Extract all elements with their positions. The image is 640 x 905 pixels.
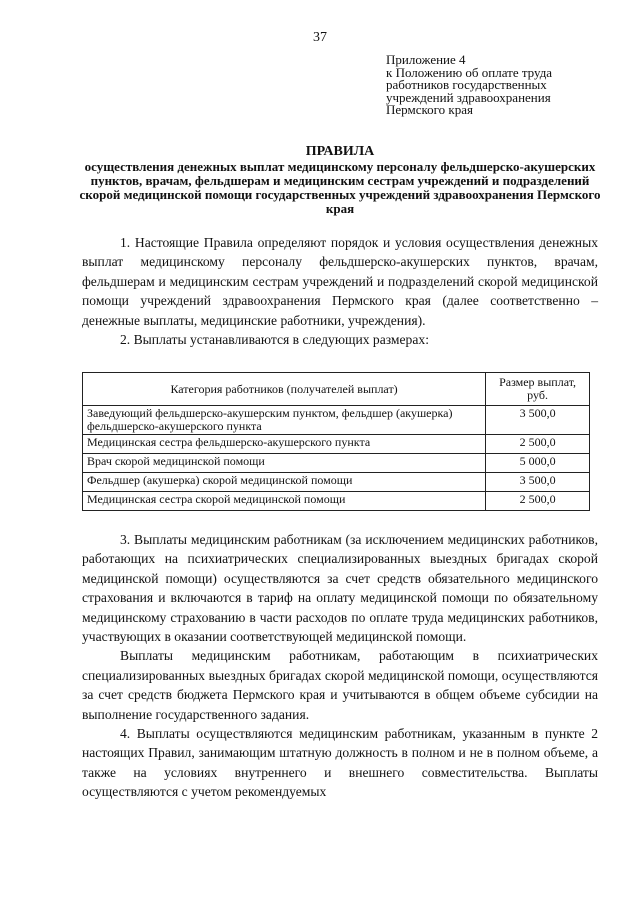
row-amount: 2 500,0 — [486, 492, 590, 511]
paragraph-3: 3. Выплаты медицинским работникам (за исключением медицинских работников, работающих на психиатрических специализированных выездных бригадах скорой медицинской помощи) осуществляются за счет средств обязательного медицинского страхования и включаются в тариф на оплату медицинской помощи по обязательному медицинскому страхованию в части расходов по оплате труда медицинских работников, участвующих в оказании соответствующей медицинской помощи. — [82, 532, 598, 645]
page-number: 37 — [313, 30, 327, 45]
header-amount: Размер выплат, руб. — [486, 373, 590, 406]
payments-table — [82, 372, 590, 511]
document-title — [70, 144, 610, 216]
row-category: Врач скорой медицинской помощи — [83, 454, 486, 473]
table-row — [83, 454, 590, 473]
appendix-line: работников государственных — [386, 77, 547, 92]
paragraph-1: 1. Настоящие Правила определяют порядок и условия осуществления денежных выплат медицинскому персоналу фельдшерско-акушерских пунктов, врачам, фельдшерам и медицинским сестрам учреждений и подразделений скорой медицинской помощи учреждений здравоохранения Пермского края (далее соответственно – денежные выплаты, медицинские работники, учреждения). — [82, 235, 598, 328]
table-row — [83, 406, 590, 435]
rules-intro — [82, 233, 598, 349]
rules-continued — [82, 530, 598, 802]
paragraph-3-continued: Выплаты медицинским работникам, работающим в психиатрических специализированных выездных бригадах скорой медицинской помощи, осуществляются за счет средств бюджета Пермского края и учитываются в общем объеме субсидии на выполнение государственного задания. — [82, 648, 598, 722]
appendix-line: Пермского края — [386, 102, 473, 117]
appendix-line: Приложение 4 — [386, 52, 466, 67]
table-row — [83, 492, 590, 511]
title-main: ПРАВИЛА — [305, 144, 375, 159]
row-category: Медицинская сестра фельдшерско-акушерского пункта — [83, 435, 486, 454]
title-subtitle: осуществления денежных выплат медицинскому персоналу фельдшерско-акушерских пунктов, врачам, фельдшерам и медицинским сестрам учреждений и подразделений скорой медицинской помощи государственных учреждений здравоохранения Пермского края — [79, 159, 601, 216]
table-header-row — [83, 373, 590, 406]
table-row — [83, 473, 590, 492]
row-category: Медицинская сестра скорой медицинской помощи — [83, 492, 486, 511]
paragraph-2: 2. Выплаты устанавливаются в следующих размерах: — [120, 332, 429, 348]
appendix-line: к Положению об оплате труда — [386, 64, 553, 80]
row-category: Заведующий фельдшерско-акушерским пунктом, фельдшер (акушерка) фельдшерско-акушерского пункта — [83, 406, 486, 435]
appendix-header — [386, 54, 616, 117]
row-amount: 5 000,0 — [486, 454, 590, 473]
appendix-line: учреждений здравоохранения — [386, 89, 551, 105]
row-amount: 3 500,0 — [486, 406, 590, 435]
table-row — [83, 435, 590, 454]
header-category: Категория работников (получателей выплат) — [83, 373, 486, 406]
paragraph-4: 4. Выплаты осуществляются медицинским работникам, указанным в пункте 2 настоящих Правил, занимающим штатную должность в полном и не в полном объеме, а также на условиях внутреннего и внешнего совместительства. Выплаты осуществляются с учетом рекомендуемых — [82, 726, 598, 800]
row-amount: 2 500,0 — [486, 435, 590, 454]
row-amount: 3 500,0 — [486, 473, 590, 492]
row-category: Фельдшер (акушерка) скорой медицинской помощи — [83, 473, 486, 492]
